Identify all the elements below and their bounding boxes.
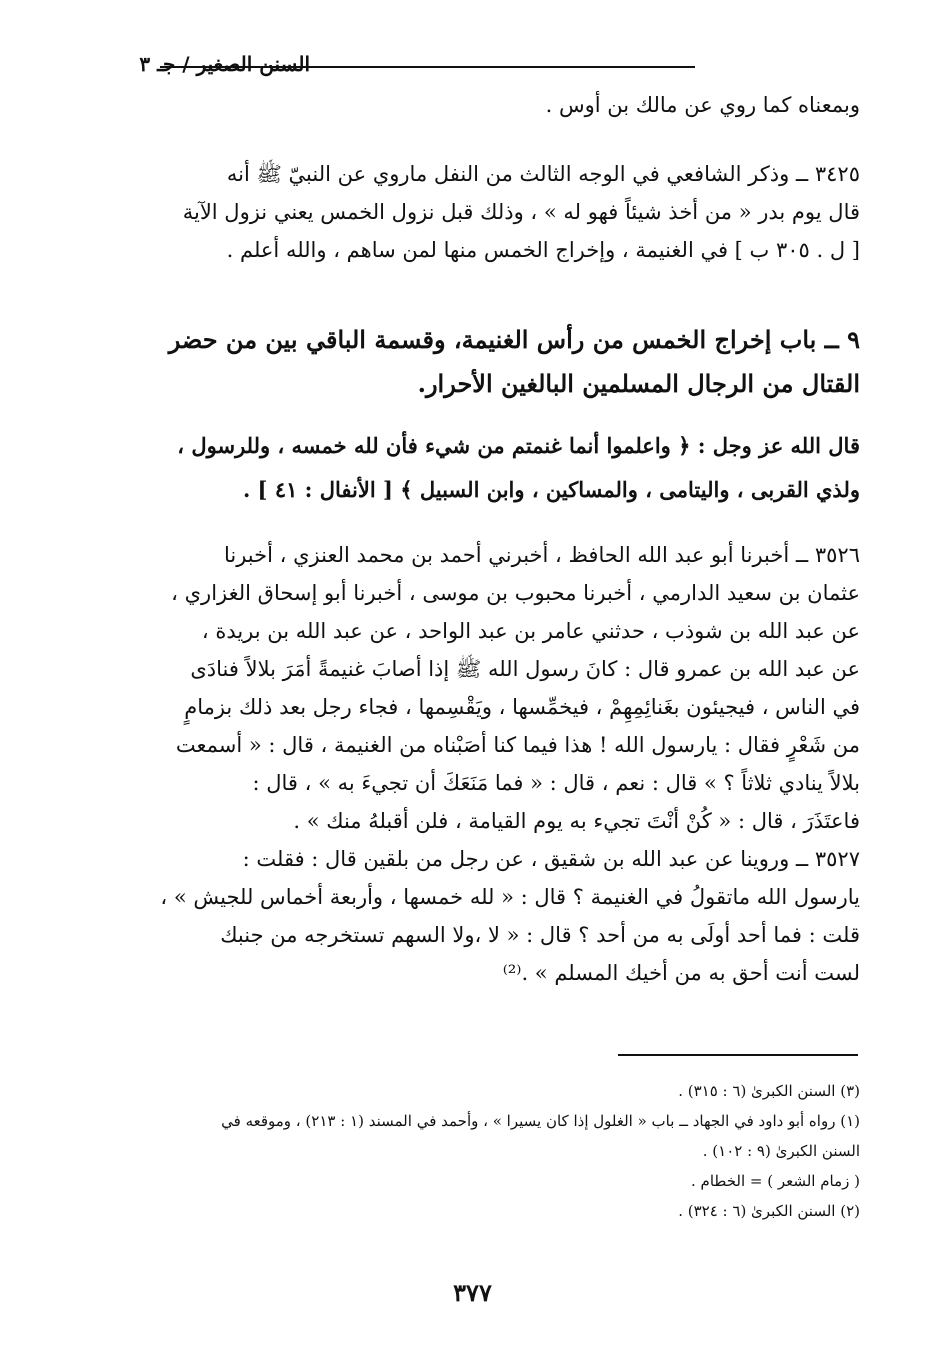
text-line: قال الله عز وجل : ﴿ واعلموا أنما غنمتم من شيء فأن لله خمسه ، وللرسول ،	[177, 433, 860, 458]
paragraph-hadith-3425	[160, 155, 860, 269]
page-number: ٣٧٧	[453, 1278, 492, 1307]
quran-verse-paragraph	[160, 424, 860, 512]
text-line: لست أنت أحق به من أخيك المسلم » .⁽²⁾	[502, 961, 860, 985]
footnotes	[160, 1076, 860, 1226]
text-line: في الناس ، فيجيئون بغَنائِمِهِمْ ، فيخمِّسها ، ويَقْسِمها ، فجاء رجل بعد ذلك بزمامٍ	[184, 695, 860, 719]
running-title: السنن الصغير / جـ ٣	[139, 52, 310, 76]
text-line: عثمان بن سعيد الدارمي ، أخبرنا محبوب بن موسى ، أخبرنا أبو إسحاق الغزاري ،	[171, 581, 860, 605]
footnote-line: (١) رواه أبو داود في الجهاد ــ باب « الغلول إذا كان يسيرا » ، وأحمد في المسند (١ : ٢١٣) ، وموقعه في	[221, 1112, 860, 1130]
footnote-line: ( زمام الشعر ) = الخطام .	[691, 1172, 860, 1190]
text-line: من شَعْرٍ فقال : يارسول الله ! هذا فيما كنا أصَبْناه من الغنيمة ، قال : « أسمعت	[175, 733, 860, 757]
text-line: [ ل . ٣٠٥ ب ] في الغنيمة ، وإخراج الخمس منها لمن ساهم ، والله أعلم .	[226, 238, 860, 262]
text-line: عن عبد الله بن شوذب ، حدثني عامر بن عبد الواحد ، عن عبد الله بن بريدة ،	[201, 619, 860, 643]
text-line: يارسول الله ماتقولُ في الغنيمة ؟ قال : « لله خمسها ، وأربعة أخماس للجيش » ،	[160, 885, 860, 909]
chapter-heading	[160, 318, 860, 406]
footnote-line: (٣) السنن الكبرىٰ (٦ : ٣١٥) .	[678, 1082, 860, 1100]
footnote-line: السنن الكبرىٰ (٩ : ١٠٢) .	[702, 1142, 860, 1160]
paragraph-hadith-3526-3527	[160, 536, 860, 992]
heading-line: القتال من الرجال المسلمين البالغين الأحرار.	[417, 369, 860, 398]
paragraph-intro	[160, 86, 860, 124]
text-line: ولذي القربى ، واليتامى ، والمساكين ، وابن السبيل ﴾ [ الأنفال : ٤١ ] .	[242, 477, 860, 502]
text-line: وبمعناه كما روي عن مالك بن أوس .	[545, 93, 860, 117]
text-line: ٣٥٢٧ ــ وروينا عن عبد الله بن شقيق ، عن رجل من بلقين قال : فقلت :	[242, 847, 860, 871]
running-header	[139, 52, 860, 84]
footnote-rule	[618, 1054, 858, 1056]
text-line: بلالاً ينادي ثلاثاً ؟ » قال : نعم ، قال : « فما مَنَعَكَ أن تجيءَ به » ، قال :	[252, 771, 860, 795]
text-line: قال يوم بدر « من أخذ شيئاً فهو له » ، وذلك قبل نزول الخمس يعني نزول الآية	[182, 200, 860, 224]
text-line: قلت : فما أحد أولَى به من أحد ؟ قال : « لا ،ولا السهم تستخرجه من جنبك	[220, 923, 860, 947]
text-line: عن عبد الله بن عمرو قال : كانَ رسول الله ﷺ إذا أصابَ غنيمةً أمَرَ بلالاً فنادَى	[190, 657, 860, 681]
footnote-line: (٢) السنن الكبرىٰ (٦ : ٣٢٤) .	[678, 1202, 860, 1220]
text-line: ٣٥٢٦ ــ أخبرنا أبو عبد الله الحافظ ، أخبرني أحمد بن محمد العنزي ، أخبرنا	[223, 543, 860, 567]
text-line: ٣٤٢٥ ــ وذكر الشافعي في الوجه الثالث من النفل ماروي عن النبيّ ﷺ أنه	[226, 162, 860, 186]
heading-line: ٩ ــ باب إخراج الخمس من رأس الغنيمة، وقسمة الباقي بين من حضر	[168, 325, 860, 354]
text-line: فاعتَذَرَ ، قال : « كُنْ أنْتَ تجيء به يوم القيامة ، فلن أقبلهُ منك » .	[293, 809, 860, 833]
